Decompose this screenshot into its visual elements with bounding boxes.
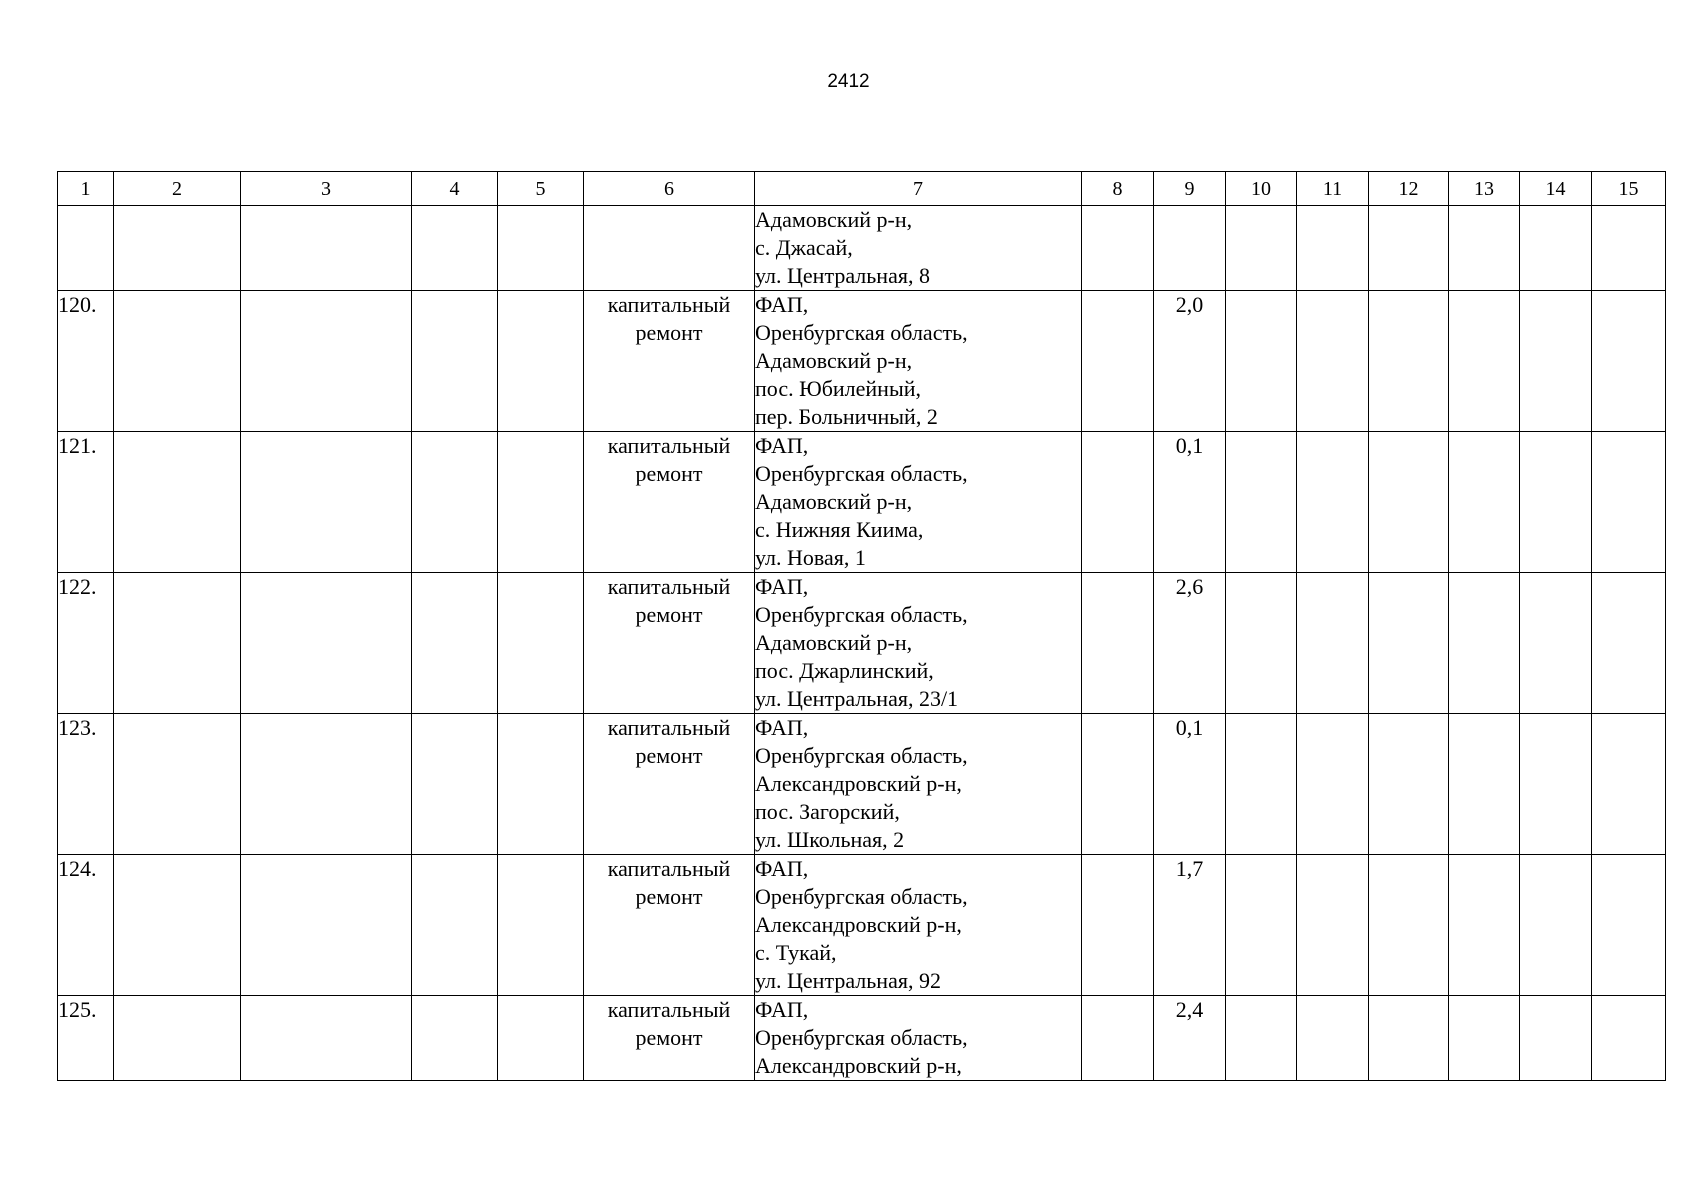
empty-cell bbox=[1520, 714, 1592, 855]
empty-cell bbox=[498, 291, 584, 432]
empty-cell bbox=[1369, 206, 1449, 291]
empty-cell bbox=[1592, 291, 1666, 432]
address-line: ул. Центральная, 23/1 bbox=[755, 686, 959, 711]
empty-cell bbox=[1449, 855, 1520, 996]
empty-cell bbox=[1297, 206, 1369, 291]
column-header: 1 bbox=[58, 172, 114, 206]
empty-cell bbox=[114, 855, 241, 996]
table-row bbox=[58, 291, 1666, 432]
empty-cell bbox=[1226, 855, 1297, 996]
empty-cell bbox=[1082, 206, 1154, 291]
empty-cell bbox=[1226, 714, 1297, 855]
value-cell: 2,0 bbox=[1154, 291, 1226, 432]
column-header: 3 bbox=[241, 172, 412, 206]
empty-cell bbox=[498, 714, 584, 855]
empty-cell bbox=[1297, 291, 1369, 432]
empty-cell bbox=[1297, 996, 1369, 1081]
empty-cell bbox=[1520, 432, 1592, 573]
address-cell bbox=[755, 996, 1082, 1081]
value-cell: 1,7 bbox=[1154, 855, 1226, 996]
address-line: Оренбургская область, bbox=[755, 602, 968, 627]
empty-cell bbox=[241, 206, 412, 291]
work-type-cell bbox=[584, 714, 755, 855]
table-row bbox=[58, 206, 1666, 291]
address-line: Оренбургская область, bbox=[755, 743, 968, 768]
row-number-cell: 120. bbox=[58, 291, 114, 432]
empty-cell bbox=[412, 996, 498, 1081]
address-line: Оренбургская область, bbox=[755, 1025, 968, 1050]
work-type-line: капитальный bbox=[607, 574, 731, 599]
column-header: 9 bbox=[1154, 172, 1226, 206]
column-header: 11 bbox=[1297, 172, 1369, 206]
empty-cell bbox=[1369, 714, 1449, 855]
work-type-cell bbox=[584, 573, 755, 714]
column-header: 7 bbox=[755, 172, 1082, 206]
empty-cell bbox=[241, 291, 412, 432]
empty-cell bbox=[498, 206, 584, 291]
address-cell bbox=[755, 573, 1082, 714]
empty-cell bbox=[1082, 714, 1154, 855]
work-type-cell bbox=[584, 996, 755, 1081]
table-row bbox=[58, 432, 1666, 573]
empty-cell bbox=[1226, 996, 1297, 1081]
row-number-cell: 124. bbox=[58, 855, 114, 996]
address-line: Александровский р-н, bbox=[755, 771, 962, 796]
address-line: ФАП, bbox=[755, 292, 809, 317]
work-type-cell bbox=[584, 291, 755, 432]
address-cell bbox=[755, 714, 1082, 855]
work-type-line: ремонт bbox=[635, 884, 703, 909]
empty-cell bbox=[1520, 291, 1592, 432]
column-header: 13 bbox=[1449, 172, 1520, 206]
column-header: 2 bbox=[114, 172, 241, 206]
column-header: 14 bbox=[1520, 172, 1592, 206]
work-type-line: капитальный bbox=[607, 292, 731, 317]
empty-cell bbox=[498, 996, 584, 1081]
empty-cell bbox=[114, 291, 241, 432]
work-type-cell bbox=[584, 432, 755, 573]
table-body bbox=[58, 206, 1666, 1081]
column-header: 5 bbox=[498, 172, 584, 206]
address-line: Адамовский р-н, bbox=[755, 489, 913, 514]
address-line: с. Нижняя Киима, bbox=[755, 517, 924, 542]
address-line: с. Тукай, bbox=[755, 940, 837, 965]
value-cell: 2,4 bbox=[1154, 996, 1226, 1081]
empty-cell bbox=[1592, 432, 1666, 573]
work-type-cell bbox=[584, 206, 755, 291]
empty-cell bbox=[1369, 291, 1449, 432]
works-table bbox=[57, 171, 1666, 1081]
empty-cell bbox=[498, 432, 584, 573]
table-row bbox=[58, 855, 1666, 996]
row-number-cell bbox=[58, 206, 114, 291]
empty-cell bbox=[1449, 291, 1520, 432]
row-number-cell: 123. bbox=[58, 714, 114, 855]
empty-cell bbox=[241, 996, 412, 1081]
empty-cell bbox=[1226, 291, 1297, 432]
address-line: ул. Новая, 1 bbox=[755, 545, 866, 570]
address-line: Александровский р-н, bbox=[755, 912, 962, 937]
address-line: ул. Центральная, 8 bbox=[755, 263, 930, 288]
work-type-line: ремонт bbox=[635, 1025, 703, 1050]
work-type-line: капитальный bbox=[607, 715, 731, 740]
address-cell bbox=[755, 855, 1082, 996]
empty-cell bbox=[1297, 432, 1369, 573]
empty-cell bbox=[1449, 714, 1520, 855]
address-line: ул. Центральная, 92 bbox=[755, 968, 941, 993]
empty-cell bbox=[1592, 996, 1666, 1081]
address-line: пер. Больничный, 2 bbox=[755, 404, 938, 429]
empty-cell bbox=[1592, 573, 1666, 714]
empty-cell bbox=[412, 206, 498, 291]
address-line: ФАП, bbox=[755, 856, 809, 881]
table-row bbox=[58, 573, 1666, 714]
empty-cell bbox=[114, 996, 241, 1081]
empty-cell bbox=[1082, 291, 1154, 432]
empty-cell bbox=[114, 573, 241, 714]
address-cell bbox=[755, 291, 1082, 432]
empty-cell bbox=[1449, 432, 1520, 573]
address-cell bbox=[755, 432, 1082, 573]
empty-cell bbox=[1369, 432, 1449, 573]
empty-cell bbox=[114, 714, 241, 855]
empty-cell bbox=[1369, 573, 1449, 714]
address-line: ФАП, bbox=[755, 574, 809, 599]
address-line: Адамовский р-н, bbox=[755, 348, 913, 373]
work-type-cell bbox=[584, 855, 755, 996]
address-line: пос. Юбилейный, bbox=[755, 376, 922, 401]
empty-cell bbox=[241, 855, 412, 996]
empty-cell bbox=[1369, 996, 1449, 1081]
empty-cell bbox=[412, 573, 498, 714]
row-number-cell: 121. bbox=[58, 432, 114, 573]
empty-cell bbox=[412, 855, 498, 996]
work-type-line: ремонт bbox=[635, 743, 703, 768]
column-header: 4 bbox=[412, 172, 498, 206]
table-row bbox=[58, 996, 1666, 1081]
value-cell: 0,1 bbox=[1154, 714, 1226, 855]
address-line: ул. Школьная, 2 bbox=[755, 827, 905, 852]
empty-cell bbox=[412, 432, 498, 573]
empty-cell bbox=[1592, 206, 1666, 291]
empty-cell bbox=[241, 714, 412, 855]
work-type-line: ремонт bbox=[635, 320, 703, 345]
empty-cell bbox=[1449, 206, 1520, 291]
address-line: ФАП, bbox=[755, 433, 809, 458]
empty-cell bbox=[241, 432, 412, 573]
address-line: Оренбургская область, bbox=[755, 884, 968, 909]
work-type-line: капитальный bbox=[607, 433, 731, 458]
empty-cell bbox=[1082, 432, 1154, 573]
address-line: Александровский р-н, bbox=[755, 1053, 962, 1078]
empty-cell bbox=[1449, 996, 1520, 1081]
column-header: 6 bbox=[584, 172, 755, 206]
address-line: пос. Джарлинский, bbox=[755, 658, 934, 683]
address-cell bbox=[755, 206, 1082, 291]
empty-cell bbox=[1520, 573, 1592, 714]
column-header: 12 bbox=[1369, 172, 1449, 206]
work-type-line: капитальный bbox=[607, 997, 731, 1022]
empty-cell bbox=[1226, 432, 1297, 573]
empty-cell bbox=[498, 855, 584, 996]
empty-cell bbox=[1226, 206, 1297, 291]
empty-cell bbox=[1592, 855, 1666, 996]
address-line: Оренбургская область, bbox=[755, 461, 968, 486]
empty-cell bbox=[498, 573, 584, 714]
empty-cell bbox=[1592, 714, 1666, 855]
address-line: ФАП, bbox=[755, 715, 809, 740]
empty-cell bbox=[1369, 855, 1449, 996]
address-line: с. Джасай, bbox=[755, 235, 853, 260]
empty-cell bbox=[1449, 573, 1520, 714]
column-header: 8 bbox=[1082, 172, 1154, 206]
empty-cell bbox=[1297, 573, 1369, 714]
empty-cell bbox=[1082, 855, 1154, 996]
value-cell: 0,1 bbox=[1154, 432, 1226, 573]
work-type-line: ремонт bbox=[635, 602, 703, 627]
row-number-cell: 125. bbox=[58, 996, 114, 1081]
work-type-line: ремонт bbox=[635, 461, 703, 486]
work-type-line: капитальный bbox=[607, 856, 731, 881]
row-number-cell: 122. bbox=[58, 573, 114, 714]
empty-cell bbox=[1520, 996, 1592, 1081]
empty-cell bbox=[1297, 714, 1369, 855]
empty-cell bbox=[114, 206, 241, 291]
column-header: 10 bbox=[1226, 172, 1297, 206]
value-cell: 2,6 bbox=[1154, 573, 1226, 714]
column-header: 15 bbox=[1592, 172, 1666, 206]
header-row bbox=[58, 172, 1666, 206]
address-line: ФАП, bbox=[755, 997, 809, 1022]
empty-cell bbox=[412, 291, 498, 432]
empty-cell bbox=[1082, 573, 1154, 714]
address-line: Оренбургская область, bbox=[755, 320, 968, 345]
address-line: пос. Загорский, bbox=[755, 799, 900, 824]
value-cell bbox=[1154, 206, 1226, 291]
address-line: Адамовский р-н, bbox=[755, 207, 913, 232]
address-line: Адамовский р-н, bbox=[755, 630, 913, 655]
empty-cell bbox=[1520, 855, 1592, 996]
empty-cell bbox=[1297, 855, 1369, 996]
empty-cell bbox=[114, 432, 241, 573]
table-row bbox=[58, 714, 1666, 855]
empty-cell bbox=[412, 714, 498, 855]
empty-cell bbox=[241, 573, 412, 714]
empty-cell bbox=[1520, 206, 1592, 291]
empty-cell bbox=[1226, 573, 1297, 714]
page-number: 2412 bbox=[827, 71, 870, 92]
empty-cell bbox=[1082, 996, 1154, 1081]
